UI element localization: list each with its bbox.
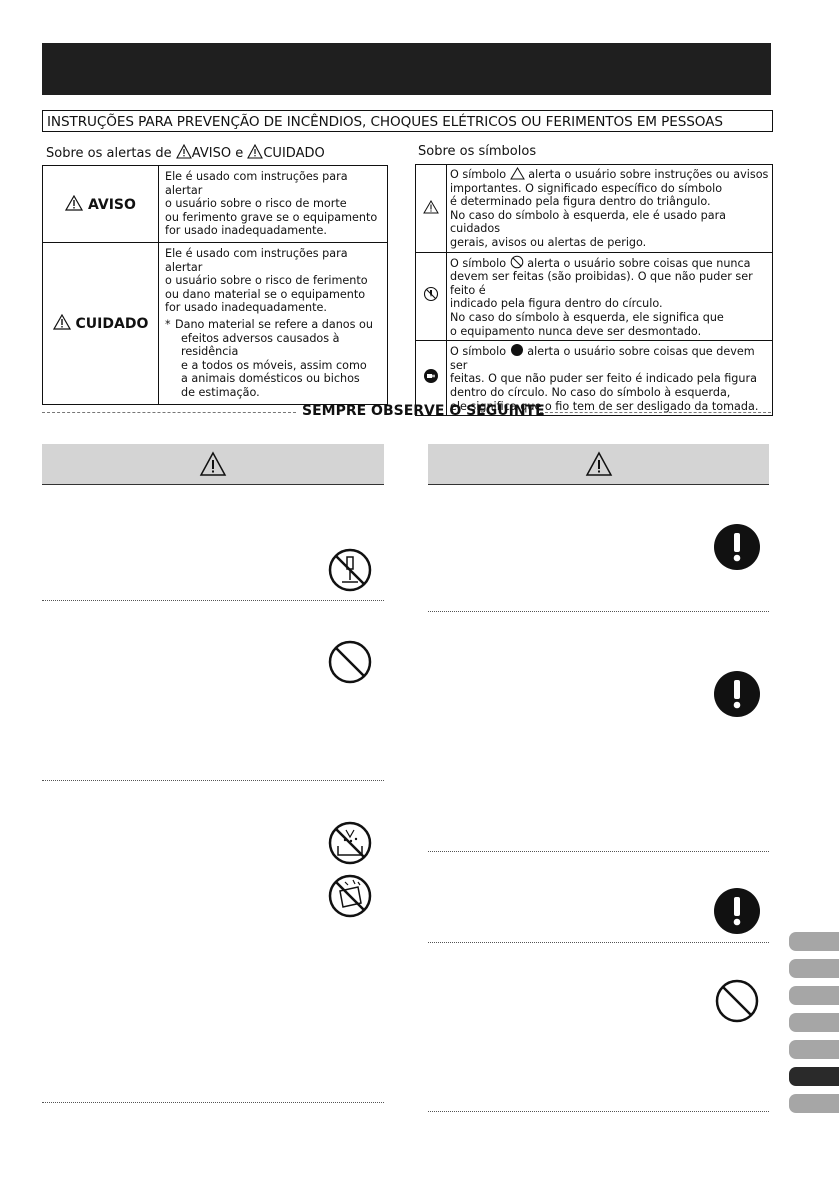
warning-triangle-icon: [247, 144, 263, 159]
language-tab[interactable]: [789, 1013, 839, 1032]
symbol-text: O símbolo: [450, 168, 507, 181]
symbol-text: gerais, avisos ou alertas de perigo.: [450, 235, 647, 249]
warning-triangle-icon: [585, 451, 613, 477]
item-separator: [428, 851, 769, 852]
caution-column-header: [428, 444, 769, 485]
aviso-desc-line: Ele é usado com instruções para alertar: [165, 170, 348, 197]
prohibited-icon: [325, 639, 375, 685]
page-header-bar: [42, 43, 771, 95]
cuidado-note-line: a animais domésticos ou bichos: [181, 372, 360, 386]
prohibited-icon: [713, 977, 761, 1025]
symbol-text: No caso do símbolo à esquerda, ele é usado para cuidados: [450, 208, 727, 236]
aviso-description: [159, 166, 388, 243]
cuidado-note-line: Dano material se refere a danos ou: [175, 317, 373, 331]
mandatory-action-icon: [713, 523, 761, 571]
warning-triangle-icon: [423, 200, 439, 214]
item-separator: [428, 942, 769, 943]
cuidado-note-line: efeitos adversos causados à residência: [181, 331, 340, 359]
symbol-text: devem ser feitas (são proibidas). O que não puder ser feito é: [450, 270, 753, 297]
aviso-desc-line: for usado inadequadamente.: [165, 224, 327, 238]
symbol-text: No caso do símbolo à esquerda, ele significa que: [450, 310, 724, 324]
symbol-text: indicado pela figura dentro do círculo.: [450, 297, 663, 311]
mandatory-action-icon: [713, 670, 761, 718]
symbol-triangle-description: [447, 165, 773, 253]
symbol-text: dentro do círculo. No caso do símbolo à esquerda,: [450, 385, 731, 399]
symbols-section-title: Sobre os símbolos: [418, 144, 537, 159]
aviso-desc-line: o usuário sobre o risco de morte: [165, 197, 347, 211]
item-separator: [428, 611, 769, 612]
unplug-icon: [423, 368, 439, 384]
alerts-title-prefix: Sobre os alertas de: [46, 146, 172, 161]
item-separator: [428, 1111, 769, 1112]
warning-triangle-icon: [176, 144, 192, 159]
cuidado-desc-line: ou dano material se o equipamento: [165, 287, 366, 301]
language-tab-active[interactable]: [789, 1067, 839, 1086]
divider-title: SEMPRE OBSERVE O SEGUINTE: [302, 403, 545, 419]
symbol-text: alerta o usuário sobre instruções ou avisos: [528, 168, 769, 181]
warning-column-header: [42, 444, 384, 485]
warning-triangle-icon: [65, 195, 83, 211]
language-tab[interactable]: [789, 932, 839, 951]
cuidado-label-cell: [43, 242, 159, 404]
main-heading: INSTRUÇÕES PARA PREVENÇÃO DE INCÊNDIOS, CHOQUES ELÉTRICOS OU FERIMENTOS EM PESSOAS: [42, 110, 773, 132]
no-water-splash-icon: [325, 820, 375, 866]
language-tab[interactable]: [789, 1094, 839, 1113]
alerts-section-title: [46, 144, 325, 162]
alerts-title-aviso: AVISO: [191, 146, 232, 161]
symbol-triangle-cell: [416, 165, 447, 253]
item-separator: [42, 600, 384, 601]
alerts-table: [42, 165, 388, 405]
warning-triangle-icon: [53, 314, 71, 330]
cuidado-note-line: e a todos os móveis, assim como: [181, 358, 367, 372]
no-disassemble-icon: [423, 286, 439, 302]
symbol-text: o equipamento nunca deve ser desmontado.: [450, 324, 702, 338]
item-separator: [42, 1102, 384, 1103]
symbol-text: O símbolo: [450, 345, 507, 359]
symbol-text: feitas. O que não puder ser feito é indicado pela figura: [450, 372, 757, 386]
symbol-text: O símbolo: [450, 256, 507, 270]
aviso-label: AVISO: [87, 196, 136, 213]
cuidado-description: [159, 242, 388, 404]
cuidado-desc-line: o usuário sobre o risco de ferimento: [165, 274, 368, 288]
no-objects-inside-icon: [325, 873, 375, 919]
symbol-text: ele significa que o fio tem de ser desligado da tomada.: [450, 399, 759, 413]
item-separator: [42, 780, 384, 781]
language-tab[interactable]: [789, 986, 839, 1005]
symbols-table: [415, 164, 773, 416]
prohibited-icon: [510, 255, 524, 269]
mandatory-dot-icon: [510, 343, 524, 357]
symbol-text: alerta o usuário sobre coisas que devem ser: [450, 345, 755, 372]
cuidado-desc-line: for usado inadequadamente.: [165, 301, 327, 315]
cuidado-note-line: de estimação.: [181, 385, 260, 399]
cuidado-label: CUIDADO: [75, 316, 149, 333]
language-tab[interactable]: [789, 1040, 839, 1059]
mandatory-action-icon: [713, 887, 761, 935]
divider-line-left: [42, 412, 296, 413]
symbol-text: importantes. O significado específico do símbolo: [450, 181, 723, 195]
warning-triangle-icon: [199, 451, 227, 477]
no-disassemble-icon: [325, 547, 375, 593]
language-tab[interactable]: [789, 959, 839, 978]
aviso-label-cell: [43, 166, 159, 243]
note-asterisk: *: [165, 317, 171, 331]
divider-line-right: [540, 412, 771, 413]
symbol-text: alerta o usuário sobre coisas que nunca: [527, 256, 751, 270]
aviso-desc-line: ou ferimento grave se o equipamento: [165, 210, 378, 224]
symbol-prohibition-cell: [416, 252, 447, 341]
warning-triangle-outline-icon: [510, 167, 525, 180]
alerts-title-cuidado: CUIDADO: [263, 146, 325, 161]
cuidado-note: [165, 318, 381, 400]
cuidado-desc-line: Ele é usado com instruções para alertar: [165, 246, 348, 274]
alerts-title-join: e: [235, 146, 244, 161]
symbol-prohibition-description: [447, 252, 773, 341]
symbol-text: é determinado pela figura dentro do triângulo.: [450, 195, 711, 209]
